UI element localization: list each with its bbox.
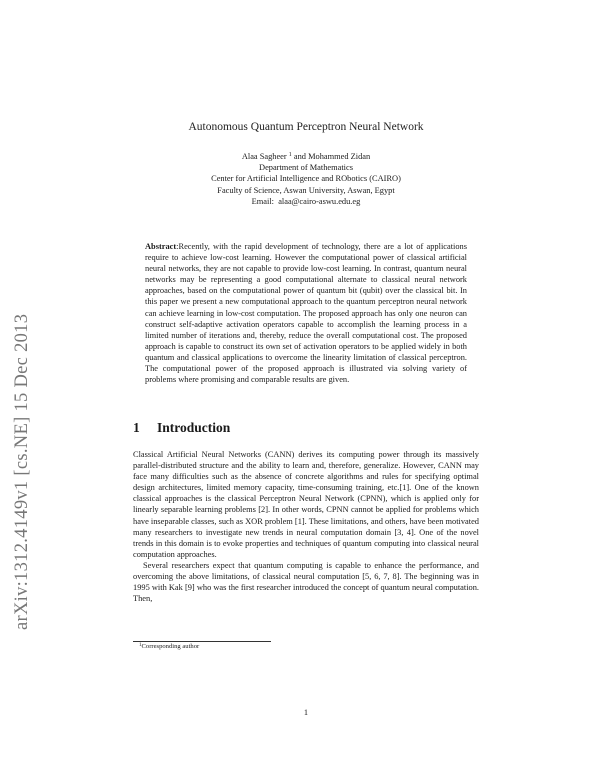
- page-number: 1: [303, 708, 309, 717]
- email-address: alaa@cairo-aswu.edu.eg: [278, 196, 361, 206]
- footnote-marker: 1: [288, 152, 292, 158]
- section-title: Introduction: [157, 420, 231, 435]
- section-body: [133, 449, 479, 604]
- abstract-text: :Recently, with the rapid development of technology, there are a lot of applications require to achieve low-cost learning. However the computational power of classical artificial neural networks, they are not capable to provide low-cost learning. In contrast, quantum neural networks may be representing a good computational alternate to classical neural network approaches, based on the computational power of quantum bit (qubit) over the classical bit. In this paper we present a new computational approach to the quantum perceptron neural network can achieve learning in low-cost computation. The proposed approach has only one neuron can construct self-adaptive activation operators capable to accomplish the learning process in a limited number of iterations and, thereby, reduce the overall computational cost. The proposed approach is capable to construct its own set of activation operators to be applied widely in both quantum and classical applications to overcome the linearity limitation of classical perceptron. The computational power of the proposed approach is illustrated via solving variety of problems where promising and comparable results are given.: [145, 242, 467, 385]
- paper-title: Autonomous Quantum Perceptron Neural Network: [188, 121, 424, 133]
- paragraph-1: Classical Artificial Neural Networks (CANN) derives its computing power through its massively parallel-distributed structure and the ability to learn and, therefore, generalize. However, CANN may face many difficulties such as the absence of concrete algorithms and rules for specifying optimal design architectures, limited memory capacity, time-consuming training, etc.[1]. One of the known classical approaches is the classical Perceptron Neural Network (CPNN), which is applied only for linearly separable learning problems [2]. In other words, CPNN cannot be applied for problems which have inseparable classes, such as XOR problem [1]. These limitations, and others, have been motivated many researchers to investigate new trends in neural computation domain [3, 4]. One of the novel trends in this domain is to evoke properties and techniques of quantum computing into classical neural computation approaches.: [133, 450, 479, 559]
- footnote-rule: [133, 641, 271, 642]
- footnote-mark: 1: [139, 643, 142, 648]
- affiliation-center: Center for Artificial Intelligence and RObotics (CAIRO): [211, 174, 401, 184]
- email-label: Email:: [251, 196, 274, 206]
- author-block: [133, 150, 479, 207]
- arxiv-identifier: arXiv:1312.4149v1 [cs.NE] 15 Dec 2013: [12, 313, 32, 630]
- abstract-label: Abstract: [145, 242, 177, 251]
- paragraph-2: Several researchers expect that quantum computing is capable to enhance the performance, and overcoming the above limitations, of classical neural computation [5, 6, 7, 8]. The beginning was in 1995 with Kak [9] who was the first researcher introduced the concept of quantum neural computation. Then,: [133, 560, 479, 604]
- affiliation-dept: Department of Mathematics: [259, 163, 353, 173]
- author-names: [133, 150, 479, 162]
- affiliation-faculty: Faculty of Science, Aswan University, Aswan, Egypt: [217, 185, 395, 195]
- section-number: 1: [133, 420, 140, 435]
- section-heading: [133, 420, 479, 436]
- author-2: and Mohammed Zidan: [293, 152, 371, 161]
- footnote: [139, 643, 199, 650]
- author-email: [133, 196, 479, 207]
- footnote-text: Corresponding author: [141, 643, 200, 650]
- author-1: Alaa Sagheer: [241, 152, 287, 161]
- abstract: [145, 241, 467, 385]
